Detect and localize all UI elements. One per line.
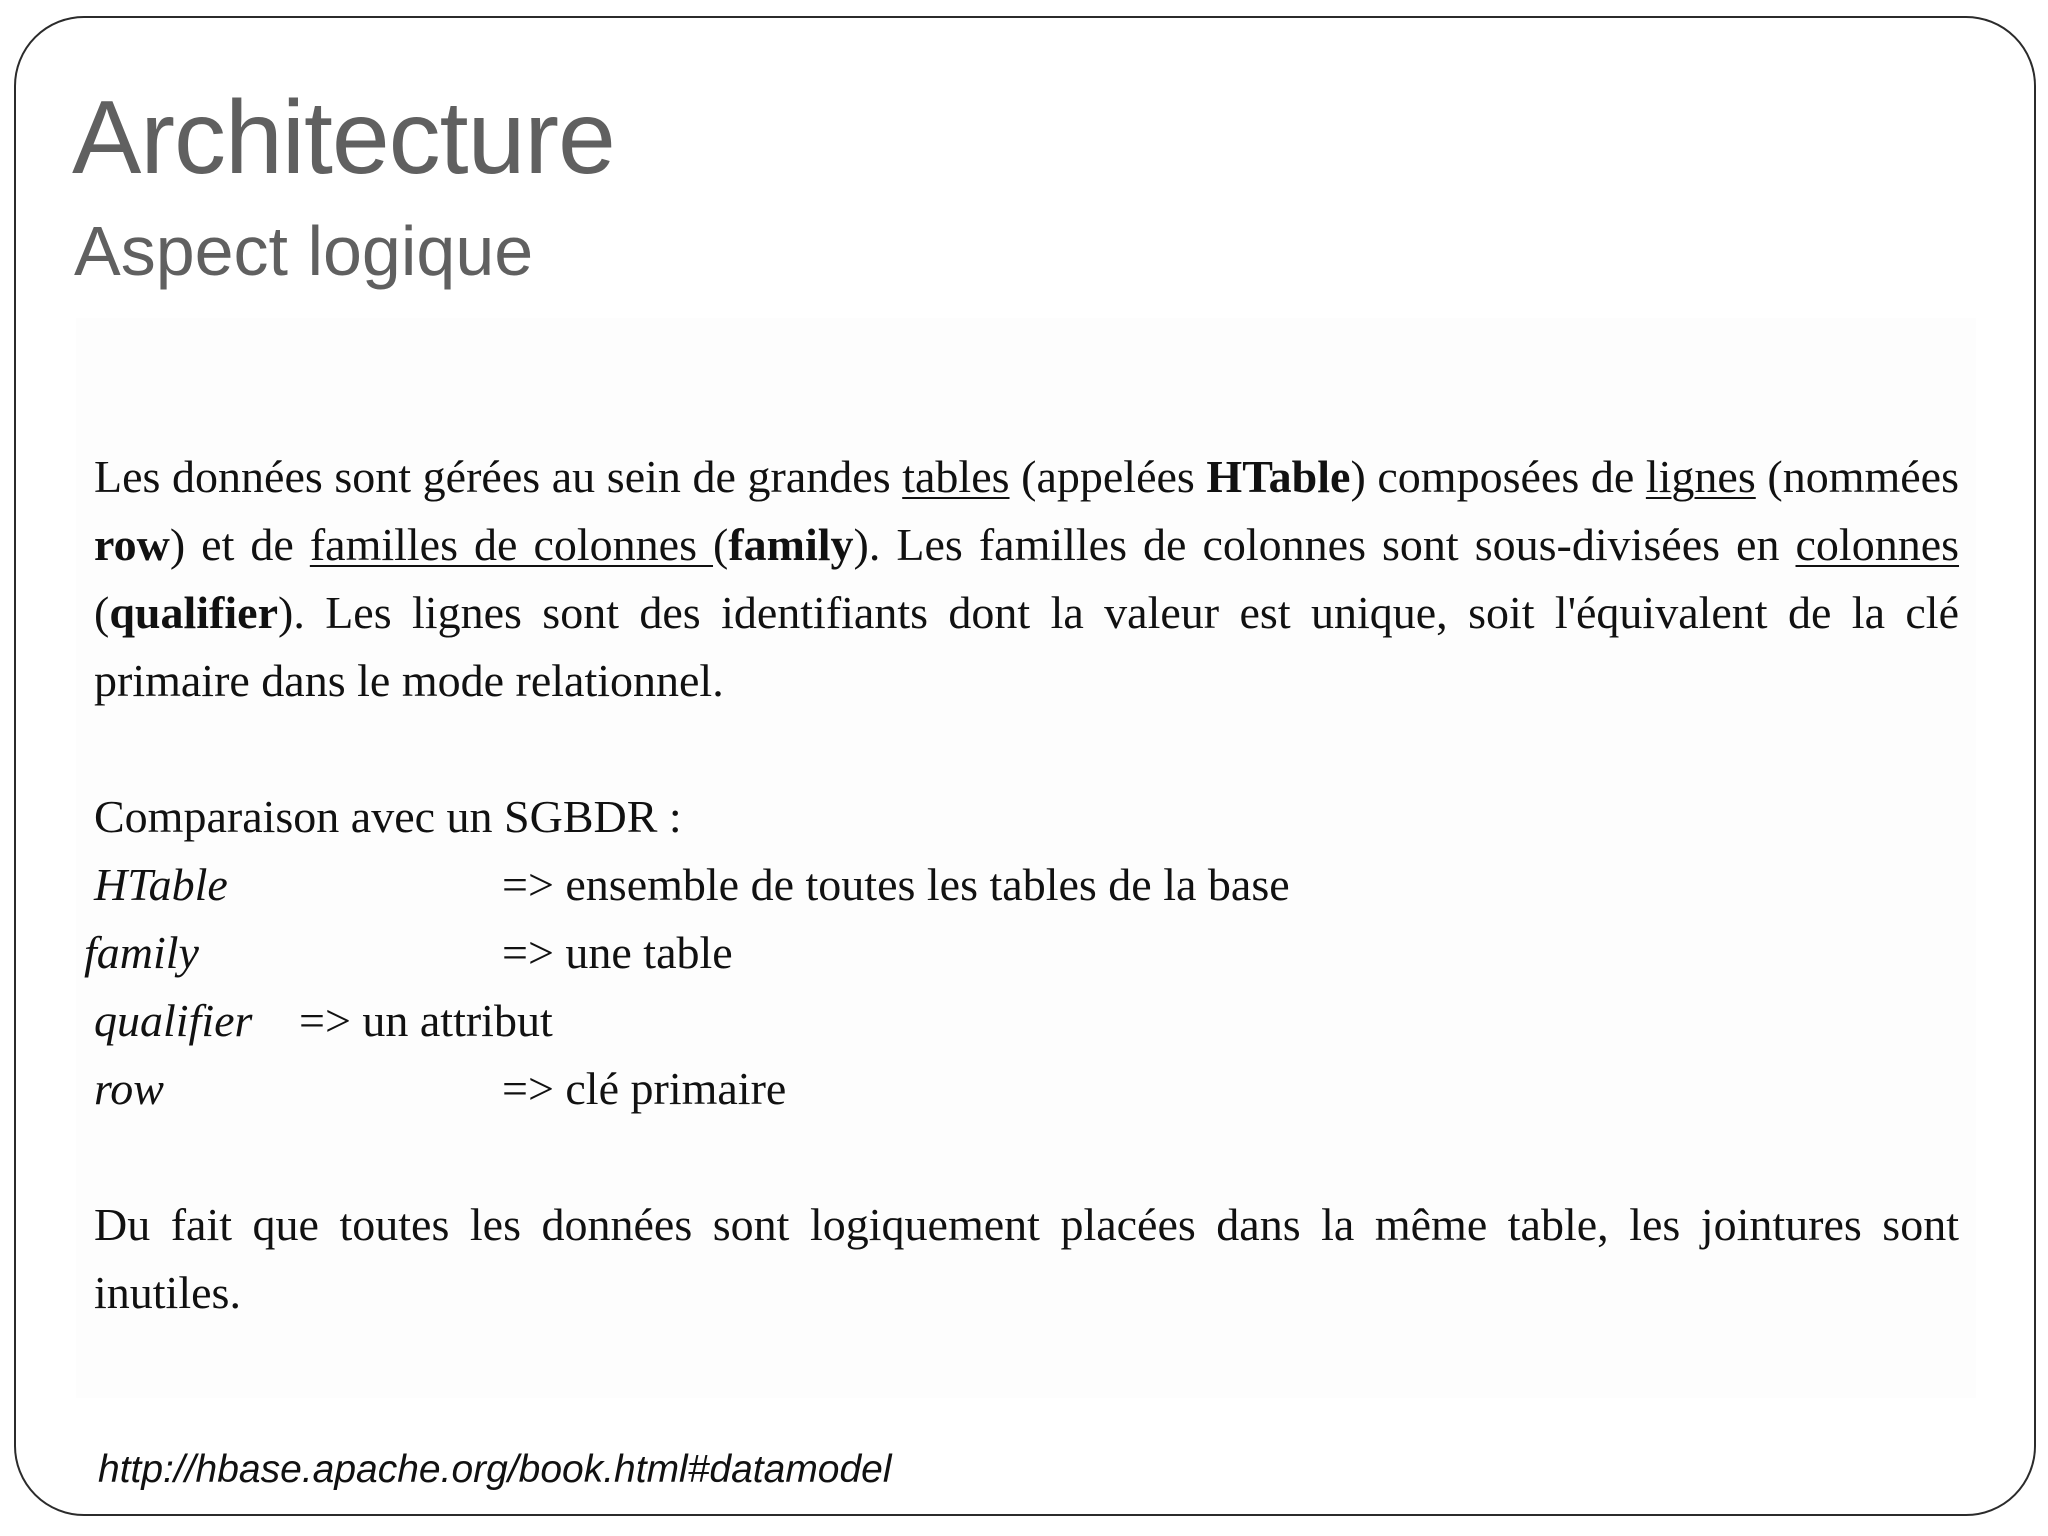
mapping-term: family xyxy=(84,927,199,978)
mapping-term: qualifier xyxy=(94,995,253,1046)
intro-paragraph xyxy=(94,443,1959,715)
comparison-heading: Comparaison avec un SGBDR : xyxy=(94,791,682,842)
text-run: (appelées xyxy=(1009,451,1207,502)
mapping-row xyxy=(94,851,1959,919)
text-run: Les données sont gérées au sein de grandes xyxy=(94,451,903,502)
mapping-term: row xyxy=(94,1063,164,1114)
mapping-row xyxy=(94,1055,1959,1123)
term-lignes: lignes xyxy=(1645,451,1756,502)
text-run: ). Les familles de colonnes sont sous-divisées en xyxy=(853,519,1796,570)
text-run: (nommées xyxy=(1755,451,1959,502)
term-familles-de-colonnes: familles de colonnes xyxy=(309,519,714,570)
term-row: row xyxy=(94,519,170,570)
term-qualifier: qualifier xyxy=(109,587,278,638)
mapping-row xyxy=(84,919,1959,987)
term-family: family xyxy=(728,519,854,570)
term-colonnes: colonnes xyxy=(1795,519,1960,570)
mapping-meaning: => une table xyxy=(502,927,733,978)
term-tables: tables xyxy=(902,451,1010,502)
text-run: ( xyxy=(94,587,110,638)
slide-title: Architecture xyxy=(72,80,615,196)
conclusion-paragraph: Du fait que toutes les données sont logiquement placées dans la même table, les jointures sont inutiles. xyxy=(94,1199,1959,1318)
slide-subtitle: Aspect logique xyxy=(74,212,534,290)
text-run: ). Les lignes sont des identifiants dont la valeur est unique, soit l'équivalent de la clé primaire dans le mode relationnel. xyxy=(94,587,1959,706)
slide-frame xyxy=(14,16,2036,1516)
source-url: http://hbase.apache.org/book.html#datamodel xyxy=(98,1448,892,1491)
mapping-meaning: => clé primaire xyxy=(502,1063,787,1114)
text-run: ) et de xyxy=(169,519,310,570)
text-run: ( xyxy=(713,519,729,570)
mapping-row xyxy=(94,987,1959,1055)
mapping-meaning: => un attribut xyxy=(299,995,553,1046)
slide-body xyxy=(84,443,1960,1327)
term-htable: HTable xyxy=(1206,451,1351,502)
mapping-meaning: => ensemble de toutes les tables de la base xyxy=(502,859,1290,910)
mapping-term: HTable xyxy=(94,859,228,910)
text-run: ) composées de xyxy=(1350,451,1646,502)
